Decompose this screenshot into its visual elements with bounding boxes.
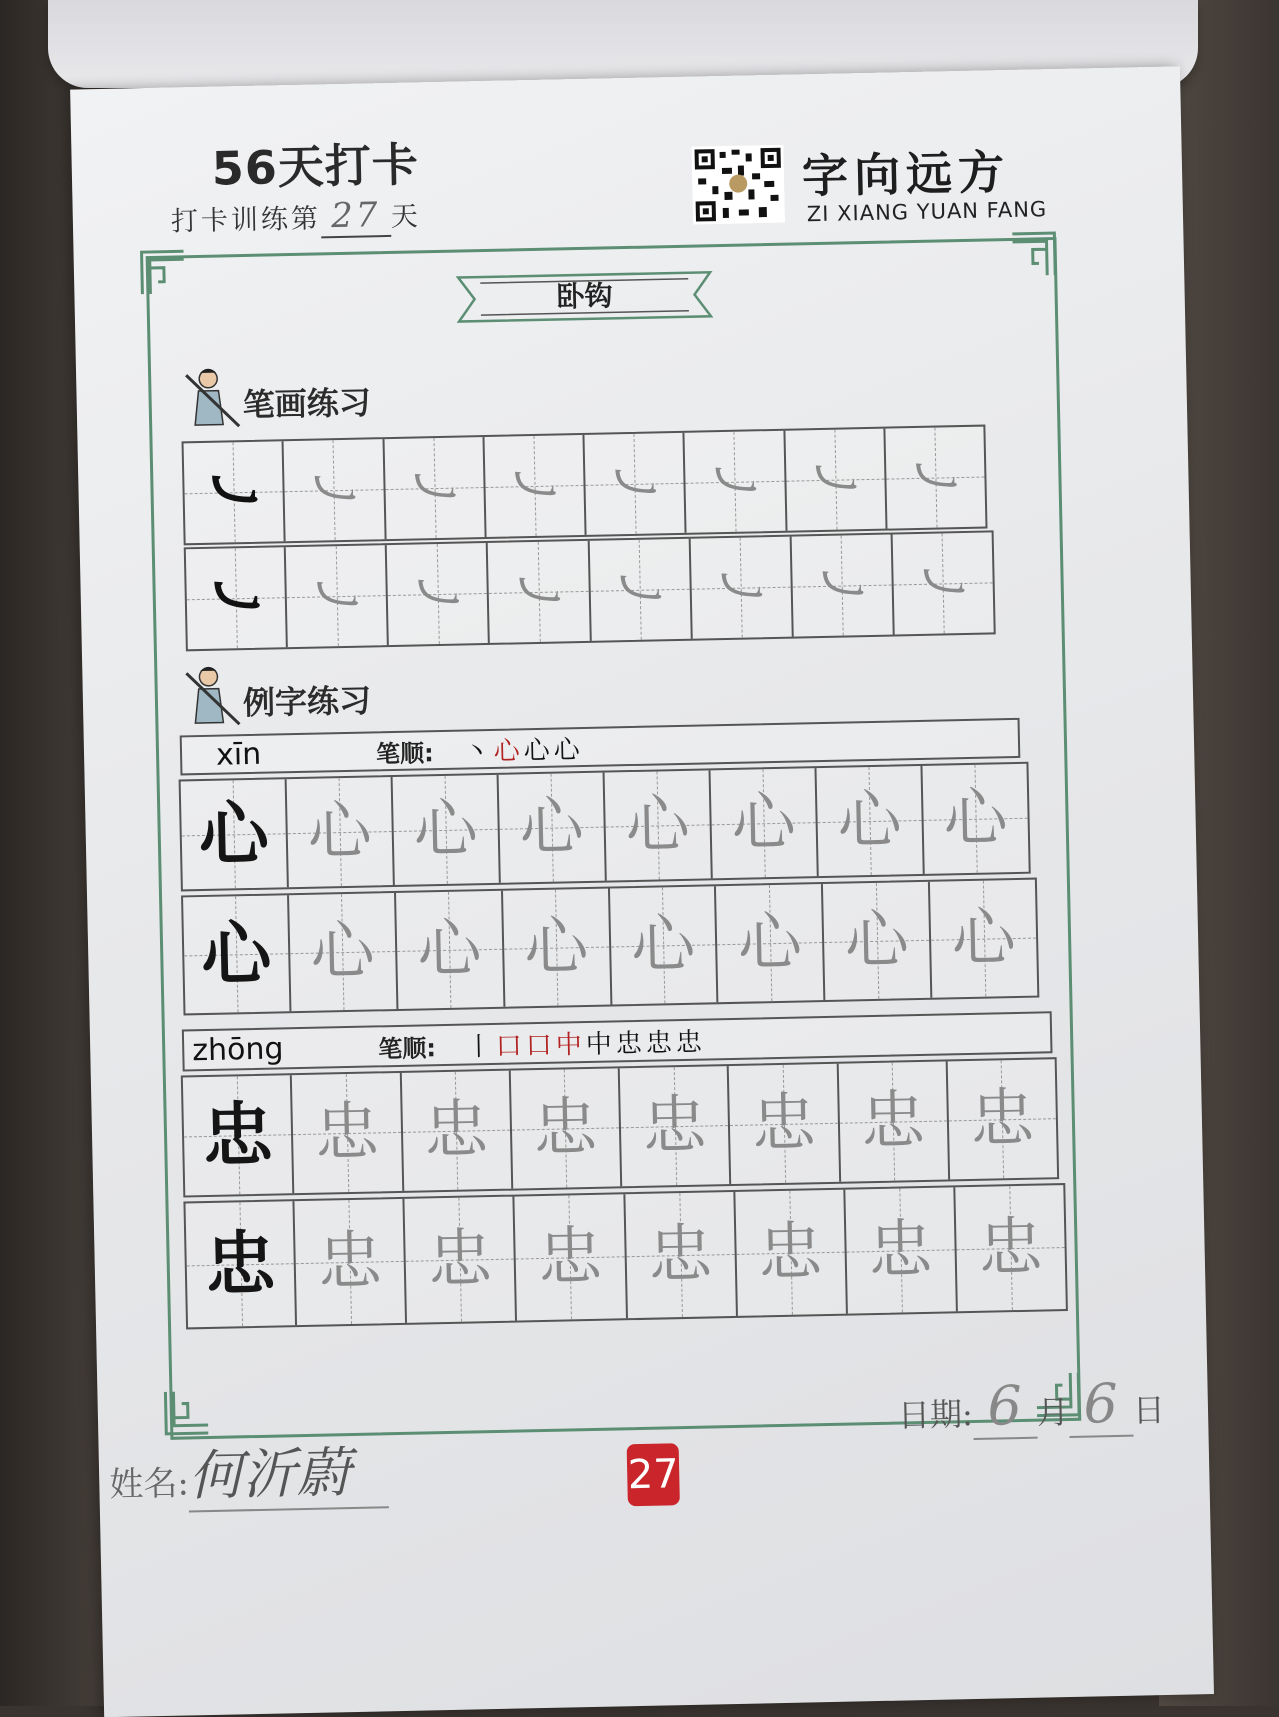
stroke-order-sequence: 丨口口中中忠忠忠 <box>465 1027 707 1063</box>
practice-cell[interactable] <box>286 545 389 647</box>
traced-char: 心 <box>942 781 1009 857</box>
frame-corner-ornament <box>139 249 186 296</box>
stroke-practice-row <box>182 425 988 546</box>
traced-char: 忠 <box>423 1093 489 1169</box>
practice-cell[interactable] <box>685 431 787 533</box>
calligrapher-icon <box>182 664 243 729</box>
practice-cell[interactable] <box>401 1071 513 1191</box>
practice-cell[interactable] <box>845 1187 958 1313</box>
traced-char: 心 <box>412 792 479 868</box>
traced-char: 心 <box>630 907 696 984</box>
practice-cell[interactable] <box>181 779 289 889</box>
page-number-badge: 27 <box>627 1443 680 1506</box>
stroke-section-title: 笔画练习 <box>242 383 372 425</box>
traced-stroke: ㇃ <box>404 453 464 523</box>
practice-cell[interactable] <box>289 893 398 1011</box>
traced-char: 心 <box>730 785 797 861</box>
char-practice-row <box>183 1183 1067 1329</box>
practice-cell[interactable] <box>605 770 713 880</box>
practice-cell[interactable] <box>620 1066 732 1186</box>
traced-char: 忠 <box>532 1090 599 1167</box>
traced-char: 心 <box>844 903 910 979</box>
practice-cell[interactable] <box>184 441 286 543</box>
traced-stroke: ㇃ <box>610 555 670 625</box>
practice-cell[interactable] <box>816 766 924 876</box>
traced-stroke: ㇃ <box>508 557 569 627</box>
traced-char: 忠 <box>641 1088 708 1164</box>
traced-char: 心 <box>836 783 903 859</box>
traced-stroke: ㇃ <box>304 455 364 525</box>
traced-stroke: ㇃ <box>504 451 565 521</box>
practice-cell[interactable] <box>785 429 887 531</box>
practice-cell[interactable] <box>384 437 486 539</box>
practice-cell[interactable] <box>405 1197 518 1323</box>
traced-char: 心 <box>737 905 803 981</box>
practice-cell[interactable] <box>511 1068 623 1188</box>
traced-char: 心 <box>309 914 376 990</box>
frame-corner-ornament <box>163 1389 210 1436</box>
traced-stroke: ㇃ <box>805 445 865 515</box>
checkin-line <box>170 194 421 241</box>
traced-char: 忠 <box>867 1212 934 1289</box>
practice-cell[interactable] <box>716 884 825 1002</box>
model-stroke: ㇃ <box>204 560 268 635</box>
lesson-title: 卧钩 <box>556 279 613 314</box>
example-section-title: 例字练习 <box>242 681 372 723</box>
practice-cell[interactable] <box>735 1190 848 1316</box>
worksheet-page <box>70 66 1214 1717</box>
practice-cell[interactable] <box>183 895 291 1013</box>
traced-stroke: ㇃ <box>306 561 367 631</box>
practice-cell[interactable] <box>484 435 586 537</box>
traced-stroke: ㇃ <box>905 442 966 513</box>
practice-cell[interactable] <box>499 773 607 883</box>
traced-stroke: ㇃ <box>407 559 468 629</box>
practice-cell[interactable] <box>609 886 718 1004</box>
practice-cell[interactable] <box>690 537 793 639</box>
practice-cell[interactable] <box>729 1064 841 1184</box>
char-pinyin: zhōng <box>191 1030 284 1068</box>
traced-char: 心 <box>950 901 1017 977</box>
traced-stroke: ㇃ <box>711 553 771 623</box>
practice-cell[interactable] <box>711 768 819 878</box>
checkin-prefix: 打卡训练第 <box>170 203 322 238</box>
char-practice-row <box>179 762 1031 892</box>
stroke-order-label: 笔顺: <box>377 1033 437 1063</box>
traced-char: 忠 <box>427 1222 493 1298</box>
name-value[interactable]: 何沂蔚 <box>188 1429 390 1512</box>
traced-char: 心 <box>624 787 691 864</box>
practice-cell[interactable] <box>503 889 612 1007</box>
practice-cell[interactable] <box>387 543 490 645</box>
model-char: 心 <box>197 791 270 877</box>
date-label: 日期: <box>897 1395 974 1435</box>
traced-char: 心 <box>518 790 585 866</box>
practice-cell[interactable] <box>284 439 386 541</box>
traced-stroke: ㇃ <box>705 447 765 517</box>
checkin-suffix: 天 <box>390 201 422 233</box>
practice-cell[interactable] <box>922 764 1028 874</box>
practice-cell[interactable] <box>584 433 686 535</box>
calligrapher-icon <box>182 366 243 431</box>
stroke-practice-row <box>184 530 996 651</box>
traced-char: 忠 <box>969 1081 1036 1157</box>
char-practice-row <box>181 1057 1059 1197</box>
stroke-order-label: 笔顺: <box>375 738 434 768</box>
traced-char: 忠 <box>537 1219 603 1296</box>
practice-cell[interactable] <box>287 777 395 887</box>
traced-char: 心 <box>523 909 590 986</box>
name-field <box>108 1429 389 1514</box>
practice-cell[interactable] <box>393 775 501 885</box>
traced-char: 忠 <box>757 1215 824 1291</box>
practice-cell[interactable] <box>589 539 692 641</box>
day-unit: 日 <box>1132 1390 1166 1430</box>
page-title: 56天打卡 <box>211 137 420 196</box>
traced-char: 忠 <box>860 1083 926 1160</box>
traced-char: 忠 <box>751 1086 817 1162</box>
qr-code-icon <box>691 145 785 225</box>
traced-char: 心 <box>416 912 483 988</box>
checkin-day: 27 <box>320 195 391 238</box>
traced-char: 忠 <box>314 1095 380 1171</box>
practice-cell[interactable] <box>488 541 591 643</box>
char-practice-row <box>181 878 1039 1016</box>
brand-pinyin: ZI XIANG YUAN FANG <box>806 197 1048 227</box>
practice-cell[interactable] <box>893 532 994 634</box>
practice-cell[interactable] <box>396 891 505 1009</box>
date-field <box>897 1371 1165 1442</box>
practice-cell[interactable] <box>292 1073 404 1193</box>
practice-cell[interactable] <box>183 1075 295 1195</box>
practice-cell[interactable] <box>955 1185 1066 1311</box>
date-month[interactable]: 6 <box>972 1374 1037 1440</box>
model-char: 心 <box>200 911 273 997</box>
traced-char: 忠 <box>317 1224 383 1300</box>
practice-cell[interactable] <box>838 1061 950 1181</box>
traced-char: 忠 <box>647 1217 714 1293</box>
model-stroke: ㇃ <box>201 454 266 529</box>
model-char: 忠 <box>204 1221 277 1307</box>
practice-cell[interactable] <box>185 1201 297 1327</box>
traced-stroke: ㇃ <box>604 449 665 519</box>
practice-cell[interactable] <box>823 882 932 1000</box>
practice-cell[interactable] <box>515 1194 628 1320</box>
traced-char: 心 <box>306 794 373 870</box>
brand-name: 字向远方 <box>801 144 1011 204</box>
date-day[interactable]: 6 <box>1068 1372 1133 1438</box>
practice-cell[interactable] <box>625 1192 738 1318</box>
practice-cell[interactable] <box>885 427 985 529</box>
traced-stroke: ㇃ <box>812 550 872 621</box>
frame-corner-ornament <box>1010 231 1057 278</box>
practice-cell[interactable] <box>295 1199 408 1325</box>
model-char: 忠 <box>201 1092 274 1178</box>
practice-cell[interactable] <box>930 880 1037 998</box>
practice-cell[interactable] <box>947 1059 1057 1179</box>
char-pinyin: xīn <box>215 736 262 773</box>
traced-char: 忠 <box>977 1210 1044 1286</box>
month-unit: 月 <box>1036 1393 1070 1432</box>
practice-cell[interactable] <box>791 534 894 636</box>
traced-stroke: ㇃ <box>913 548 973 619</box>
stroke-order-sequence: 丶心心心 <box>463 734 585 768</box>
name-label: 姓名: <box>108 1463 190 1506</box>
practice-cell[interactable] <box>186 547 288 649</box>
